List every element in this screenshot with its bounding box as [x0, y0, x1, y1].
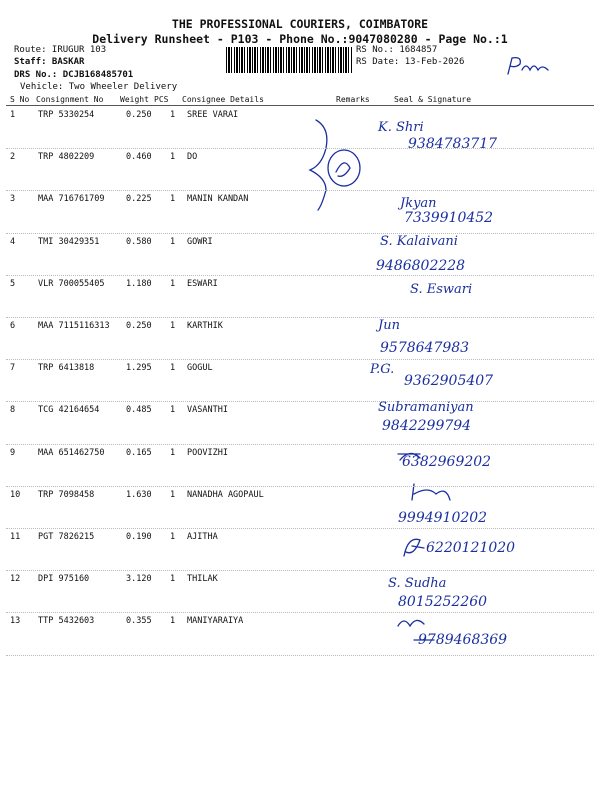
- row-8-consignment: TCG 42164654: [38, 405, 100, 416]
- row-12-signature-name: S. Sudha: [388, 576, 447, 591]
- row-11-consignee: AJITHA: [187, 532, 218, 542]
- row-13-consignee: MANIYARAIYA: [187, 616, 244, 627]
- row-9-consignment: MAA 651462750: [38, 447, 105, 458]
- row-11-consignment: PGT 7826215: [38, 532, 95, 542]
- drs-label: DRS No.: DCJB168485701: [14, 70, 134, 80]
- row-3-consignee: MANIN KANDAN: [187, 194, 249, 205]
- row-4-weight: 0.580: [126, 236, 152, 247]
- row-6-pcs: 1: [170, 321, 176, 331]
- row-3-sno: 3: [10, 194, 16, 205]
- row-5-consignment: VLR 700055405: [38, 278, 105, 289]
- row-9-sno: 9: [10, 447, 16, 458]
- row-2-consignee: DO: [187, 152, 198, 163]
- header-divider: [6, 105, 594, 106]
- runsheet-title: Delivery Runsheet - P103 - Phone No.:9047080280 - Page No.:1: [92, 32, 508, 46]
- row-divider: [6, 317, 594, 318]
- row-4-consignment: TMI 30429351: [38, 236, 100, 247]
- staff-label: Staff: BASKAR: [14, 57, 85, 67]
- row-12-pcs: 1: [170, 574, 176, 585]
- row-divider: [6, 444, 594, 445]
- row-11-weight: 0.190: [126, 532, 152, 542]
- row-8-signature-phone: 9842299794: [382, 418, 472, 434]
- row-7-weight: 1.295: [126, 363, 152, 374]
- row-5-consignee: ESWARI: [187, 278, 218, 289]
- row-8-sno: 8: [10, 405, 16, 416]
- row-8-consignee: VASANTHI: [187, 405, 228, 416]
- row-3-pcs: 1: [170, 194, 176, 205]
- row-5-pcs: 1: [170, 278, 176, 289]
- row-divider: [6, 486, 594, 487]
- rs-date-label: RS Date: 13-Feb-2026: [356, 57, 465, 67]
- row-13-consignment: TTP 5432603: [38, 616, 95, 627]
- row-1-signature-name: K. Shri: [378, 120, 424, 135]
- row-7-signature-phone: 9362905407: [404, 373, 494, 390]
- row-12-consignment: DPI 975160: [38, 574, 90, 585]
- column-header-weight: Weight: [120, 95, 149, 104]
- row-5-signature-name: S. Eswari: [410, 282, 473, 297]
- row-9-signature-phone: 6382969202: [402, 454, 492, 470]
- row-10-consignee: NANADHA AGOPAUL: [187, 489, 264, 500]
- row-11-sno: 11: [10, 532, 21, 542]
- row-1-sno: 1: [10, 110, 16, 120]
- row-4-signature-name: S. Kalaivani: [380, 234, 458, 249]
- row-3-signature-phone: 7339910452: [404, 210, 494, 226]
- row-4-consignee: GOWRI: [187, 236, 213, 247]
- row-7-sno: 7: [10, 363, 16, 374]
- row-5-weight: 1.180: [126, 278, 152, 289]
- row-10-consignment: TRP 7098458: [38, 489, 95, 500]
- row-13-pcs: 1: [170, 616, 176, 627]
- row-11-signature-phone: 6220121020: [426, 540, 516, 556]
- row-6-signature-phone: 9578647983: [380, 340, 470, 356]
- column-header-sno: S No: [10, 95, 30, 104]
- row-2-pcs: 1: [170, 152, 176, 163]
- row-divider: [6, 570, 594, 571]
- row-1-consignee: SREE VARAI: [187, 110, 239, 120]
- column-header-seal: Seal & Signature: [394, 95, 472, 104]
- row-divider: [6, 359, 594, 360]
- row-3-consignment: MAA 716761709: [38, 194, 105, 205]
- row-6-consignment: MAA 7115116313: [38, 321, 110, 331]
- row-7-consignee: GOGUL: [187, 363, 213, 374]
- row-13-sno: 13: [10, 616, 21, 627]
- row-7-signature-name: P.G.: [370, 362, 395, 377]
- column-header-consignment: Consignment No: [36, 95, 104, 104]
- row-13-signature-phone: 9789468369: [418, 632, 508, 648]
- row-4-signature-phone: 9486802228: [376, 258, 466, 274]
- row-12-consignee: THILAK: [187, 574, 218, 585]
- route-label: Route: IRUGUR 103: [14, 45, 107, 55]
- row-10-weight: 1.630: [126, 489, 152, 500]
- rs-no-label: RS No.: 1684857: [356, 45, 438, 55]
- row-6-weight: 0.250: [126, 321, 152, 331]
- row-1-weight: 0.250: [126, 110, 152, 120]
- row-8-signature-name: Subramaniyan: [378, 400, 474, 415]
- company-title: THE PROFESSIONAL COURIERS, COIMBATORE: [171, 17, 429, 31]
- column-header-pcs: PCS: [154, 95, 169, 104]
- row-12-sno: 12: [10, 574, 21, 585]
- row-2-weight: 0.460: [126, 152, 152, 163]
- row-12-weight: 3.120: [126, 574, 152, 585]
- row-divider: [6, 655, 594, 656]
- row-divider: [6, 612, 594, 613]
- column-header-consignee: Consignee Details: [182, 95, 264, 104]
- row-9-consignee: POOVIZHI: [187, 447, 228, 458]
- row-3-weight: 0.225: [126, 194, 152, 205]
- row-4-sno: 4: [10, 236, 16, 247]
- row-1-consignment: TRP 5330254: [38, 110, 95, 120]
- row-divider: [6, 148, 594, 149]
- row-8-weight: 0.485: [126, 405, 152, 416]
- row-5-sno: 5: [10, 278, 16, 289]
- row-7-consignment: TRP 6413818: [38, 363, 95, 374]
- row-12-signature-phone: 8015252260: [398, 594, 488, 610]
- row-2-consignment: TRP 4802209: [38, 152, 95, 163]
- row-divider: [6, 401, 594, 402]
- row-8-pcs: 1: [170, 405, 176, 416]
- row-10-signature-phone: 9994910202: [398, 510, 488, 526]
- row-3-signature-name: Jkyan: [400, 196, 437, 211]
- row-13-weight: 0.355: [126, 616, 152, 627]
- row-divider: [6, 233, 594, 234]
- row-9-pcs: 1: [170, 447, 176, 458]
- row-divider: [6, 275, 594, 276]
- row-1-pcs: 1: [170, 110, 176, 120]
- row-divider: [6, 528, 594, 529]
- row-2-sno: 2: [10, 152, 16, 163]
- row-10-pcs: 1: [170, 489, 176, 500]
- row-11-pcs: 1: [170, 532, 176, 542]
- row-6-consignee: KARTHIK: [187, 321, 223, 331]
- row-divider: [6, 190, 594, 191]
- row-6-sno: 6: [10, 321, 16, 331]
- row-10-sno: 10: [10, 489, 21, 500]
- row-7-pcs: 1: [170, 363, 176, 374]
- row-1-signature-phone: 9384783717: [408, 136, 498, 152]
- vehicle-label: Vehicle: Two Wheeler Delivery: [20, 82, 178, 92]
- row-6-signature-name: Jun: [378, 318, 400, 333]
- row-9-weight: 0.165: [126, 447, 152, 458]
- column-header-remarks: Remarks: [336, 95, 370, 104]
- row-4-pcs: 1: [170, 236, 176, 247]
